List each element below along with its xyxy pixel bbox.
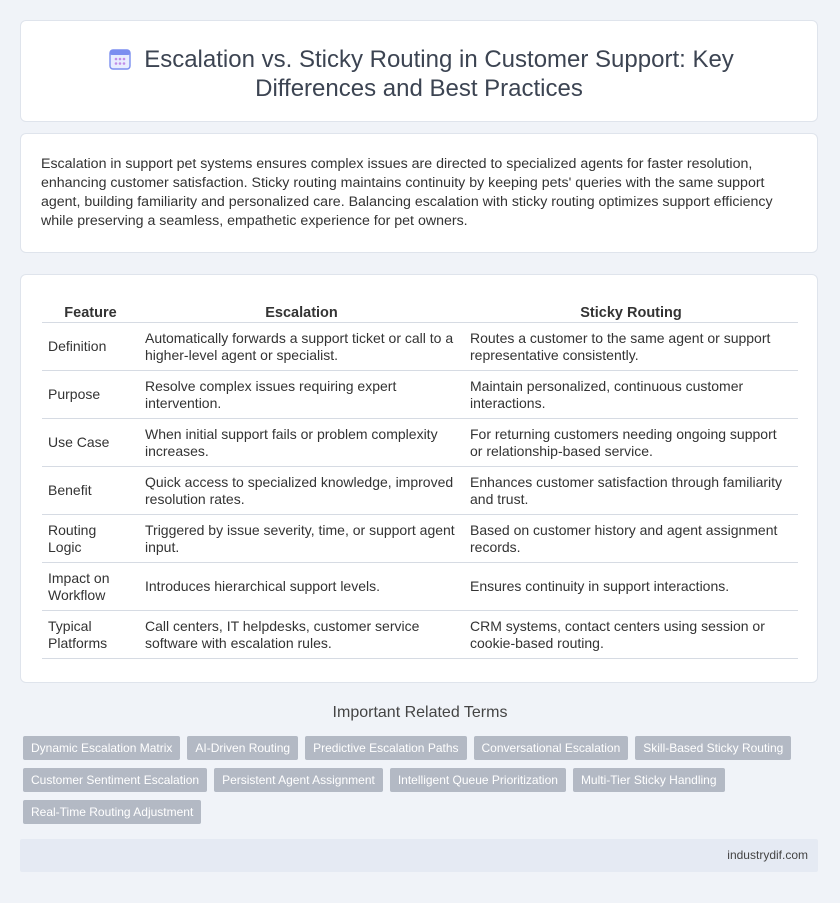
intro-paragraph: Escalation in support pet systems ensures complex issues are directed to specialized agents for faster resolution, enhancing customer satisfaction. Sticky routing maintains continuity by keeping pets' queries with the same support agent, building familiarity and personalized care. Balancing escalation with sticky routing optimizes support efficiency while preserving a seamless, empathetic experience for pet owners. [41, 156, 773, 229]
related-term-tag[interactable]: Persistent Agent Assignment [214, 768, 383, 792]
feature-cell: Purpose [42, 371, 139, 419]
page-title [21, 45, 817, 103]
sticky-routing-cell: Ensures continuity in support interactions. [464, 563, 798, 611]
related-term-tag[interactable]: Conversational Escalation [474, 736, 629, 760]
table-row [42, 515, 798, 563]
table-row [42, 611, 798, 659]
related-terms-list [23, 736, 813, 824]
sticky-routing-cell: Maintain personalized, continuous customer interactions. [464, 371, 798, 419]
feature-cell: Use Case [42, 419, 139, 467]
header-sticky-routing: Sticky Routing [464, 293, 798, 323]
related-term-tag[interactable]: AI-Driven Routing [187, 736, 298, 760]
related-term-tag[interactable]: Multi-Tier Sticky Handling [573, 768, 725, 792]
table-header-row [42, 293, 798, 323]
page-title-line1: Escalation vs. Sticky Routing in Customer Support: Key [144, 46, 734, 73]
sticky-routing-cell: Based on customer history and agent assignment records. [464, 515, 798, 563]
table-row [42, 467, 798, 515]
escalation-cell: Triggered by issue severity, time, or support agent input. [139, 515, 464, 563]
escalation-cell: Quick access to specialized knowledge, improved resolution rates. [139, 467, 464, 515]
related-term-tag[interactable]: Customer Sentiment Escalation [23, 768, 207, 792]
escalation-cell: Call centers, IT helpdesks, customer service software with escalation rules. [139, 611, 464, 659]
related-term-tag[interactable]: Real-Time Routing Adjustment [23, 800, 201, 824]
footer [20, 839, 818, 872]
table-row [42, 323, 798, 371]
comparison-table [42, 293, 798, 659]
escalation-cell: When initial support fails or problem complexity increases. [139, 419, 464, 467]
feature-cell: Definition [42, 323, 139, 371]
feature-cell: Routing Logic [42, 515, 139, 563]
escalation-cell: Automatically forwards a support ticket or call to a higher-level agent or specialist. [139, 323, 464, 371]
page-title-line2: Differences and Best Practices [255, 75, 583, 102]
sticky-routing-cell: CRM systems, contact centers using session or cookie-based routing. [464, 611, 798, 659]
feature-cell: Benefit [42, 467, 139, 515]
related-term-tag[interactable]: Predictive Escalation Paths [305, 736, 466, 760]
table-row [42, 371, 798, 419]
comparison-card [20, 274, 818, 683]
header-escalation: Escalation [139, 293, 464, 323]
header-feature: Feature [42, 293, 139, 323]
footer-site-link[interactable]: industrydif.com [727, 848, 808, 862]
escalation-cell: Introduces hierarchical support levels. [139, 563, 464, 611]
related-term-tag[interactable]: Intelligent Queue Prioritization [390, 768, 566, 792]
sticky-routing-cell: Enhances customer satisfaction through familiarity and trust. [464, 467, 798, 515]
title-card [20, 20, 818, 122]
table-row [42, 419, 798, 467]
feature-cell: Impact on Workflow [42, 563, 139, 611]
table-row [42, 563, 798, 611]
escalation-cell: Resolve complex issues requiring expert intervention. [139, 371, 464, 419]
sticky-routing-cell: For returning customers needing ongoing support or relationship-based service. [464, 419, 798, 467]
related-term-tag[interactable]: Dynamic Escalation Matrix [23, 736, 180, 760]
feature-cell: Typical Platforms [42, 611, 139, 659]
related-terms-heading: Important Related Terms [332, 704, 508, 721]
intro-card [20, 133, 818, 253]
sticky-routing-cell: Routes a customer to the same agent or support representative consistently. [464, 323, 798, 371]
related-term-tag[interactable]: Skill-Based Sticky Routing [635, 736, 791, 760]
